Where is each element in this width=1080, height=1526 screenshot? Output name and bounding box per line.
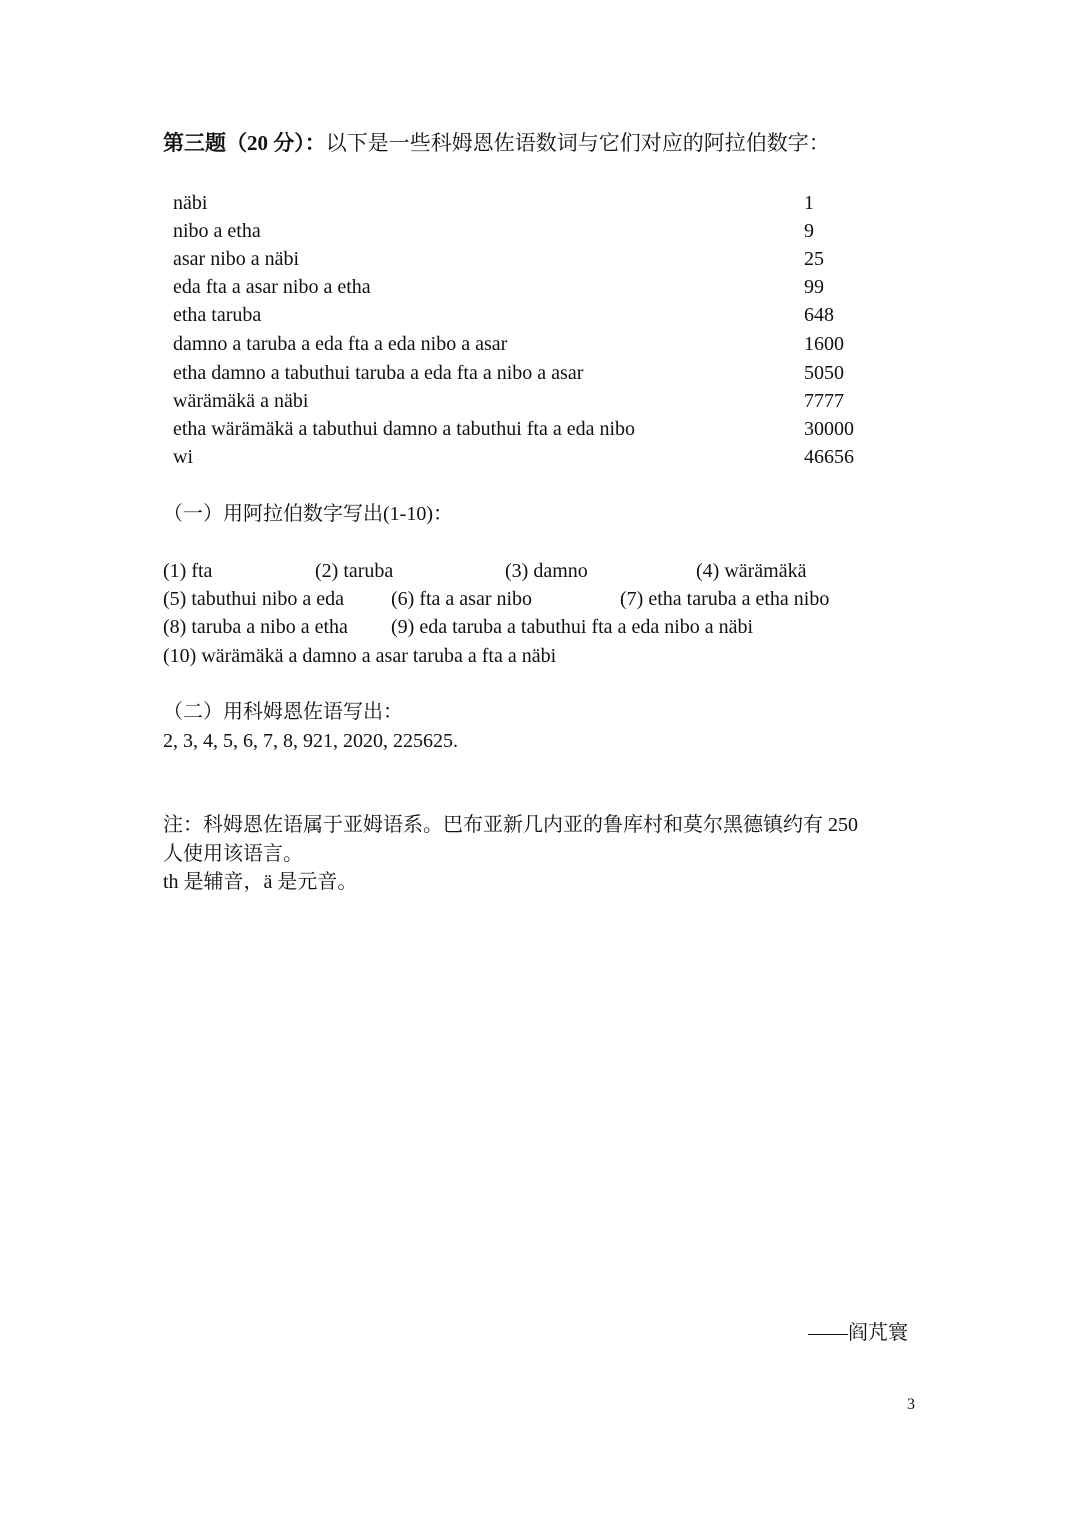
vocab-number: 9 — [804, 220, 814, 242]
part2-numbers: 2, 3, 4, 5, 6, 7, 8, 921, 2020, 225625. — [163, 730, 458, 752]
vocab-row — [173, 333, 873, 361]
part2-title: （二）用科姆恩佐语写出： — [163, 701, 403, 723]
question-item: (1) fta — [163, 560, 213, 582]
vocab-word: etha taruba — [173, 304, 262, 326]
vocab-word: damno a taruba a eda fta a eda nibo a asar — [173, 333, 508, 355]
vocab-word: wi — [173, 446, 193, 468]
question-item: (5) tabuthui nibo a eda — [163, 588, 345, 610]
part1-title: （一）用阿拉伯数字写出(1-10)： — [163, 503, 453, 525]
vocab-number: 7777 — [804, 390, 844, 412]
vocab-row — [173, 192, 873, 220]
vocab-word: etha damno a tabuthui taruba a eda fta a nibo a asar — [173, 362, 584, 384]
vocab-word: wärämäkä a näbi — [173, 390, 309, 412]
vocab-word: näbi — [173, 192, 208, 214]
vocab-word: eda fta a asar nibo a etha — [173, 276, 371, 298]
question-item: (8) taruba a nibo a etha — [163, 616, 348, 638]
vocab-row — [173, 248, 873, 276]
question-item: (4) wärämäkä — [696, 560, 807, 582]
vocab-word: etha wärämäkä a tabuthui damno a tabuthui fta a eda nibo — [173, 418, 636, 440]
note-line-1: 注：科姆恩佐语属于亚姆语系。巴布亚新几内亚的鲁库村和莫尔黑德镇约有 250 — [163, 814, 858, 836]
vocab-word: nibo a etha — [173, 220, 261, 242]
problem-heading-text: 以下是一些科姆恩佐语数词与它们对应的阿拉伯数字： — [325, 131, 830, 155]
question-item: (10) wärämäkä a damno a asar taruba a fta a näbi — [163, 645, 557, 667]
note-line-2: 人使用该语言。 — [163, 843, 303, 865]
question-item: (6) fta a asar nibo — [391, 588, 533, 610]
vocab-row — [173, 220, 873, 248]
note-line-3: th 是辅音，ä 是元音。 — [163, 871, 358, 893]
vocab-number: 25 — [804, 248, 824, 270]
question-item: (7) etha taruba a etha nibo — [620, 588, 830, 610]
question-item: (2) taruba — [315, 560, 394, 582]
vocab-row — [173, 276, 873, 304]
vocab-row — [173, 304, 873, 332]
vocab-word: asar nibo a näbi — [173, 248, 300, 270]
question-item: (9) eda taruba a tabuthui fta a eda nibo a näbi — [391, 616, 754, 638]
vocab-row — [173, 390, 873, 418]
page-number: 3 — [907, 1396, 915, 1413]
vocab-number: 30000 — [804, 418, 854, 440]
vocab-number: 1 — [804, 192, 814, 214]
vocab-row — [173, 362, 873, 390]
vocab-number: 648 — [804, 304, 834, 326]
question-item: (3) damno — [505, 560, 588, 582]
vocab-row — [173, 418, 873, 446]
problem-heading-label: 第三题（20 分）： — [163, 131, 326, 155]
vocab-number: 46656 — [804, 446, 854, 468]
vocab-row — [173, 446, 873, 474]
author-signature: ——阎芃寰 — [808, 1322, 908, 1344]
problem-heading — [163, 133, 830, 154]
vocab-number: 5050 — [804, 362, 844, 384]
vocab-number: 99 — [804, 276, 824, 298]
vocab-number: 1600 — [804, 333, 844, 355]
